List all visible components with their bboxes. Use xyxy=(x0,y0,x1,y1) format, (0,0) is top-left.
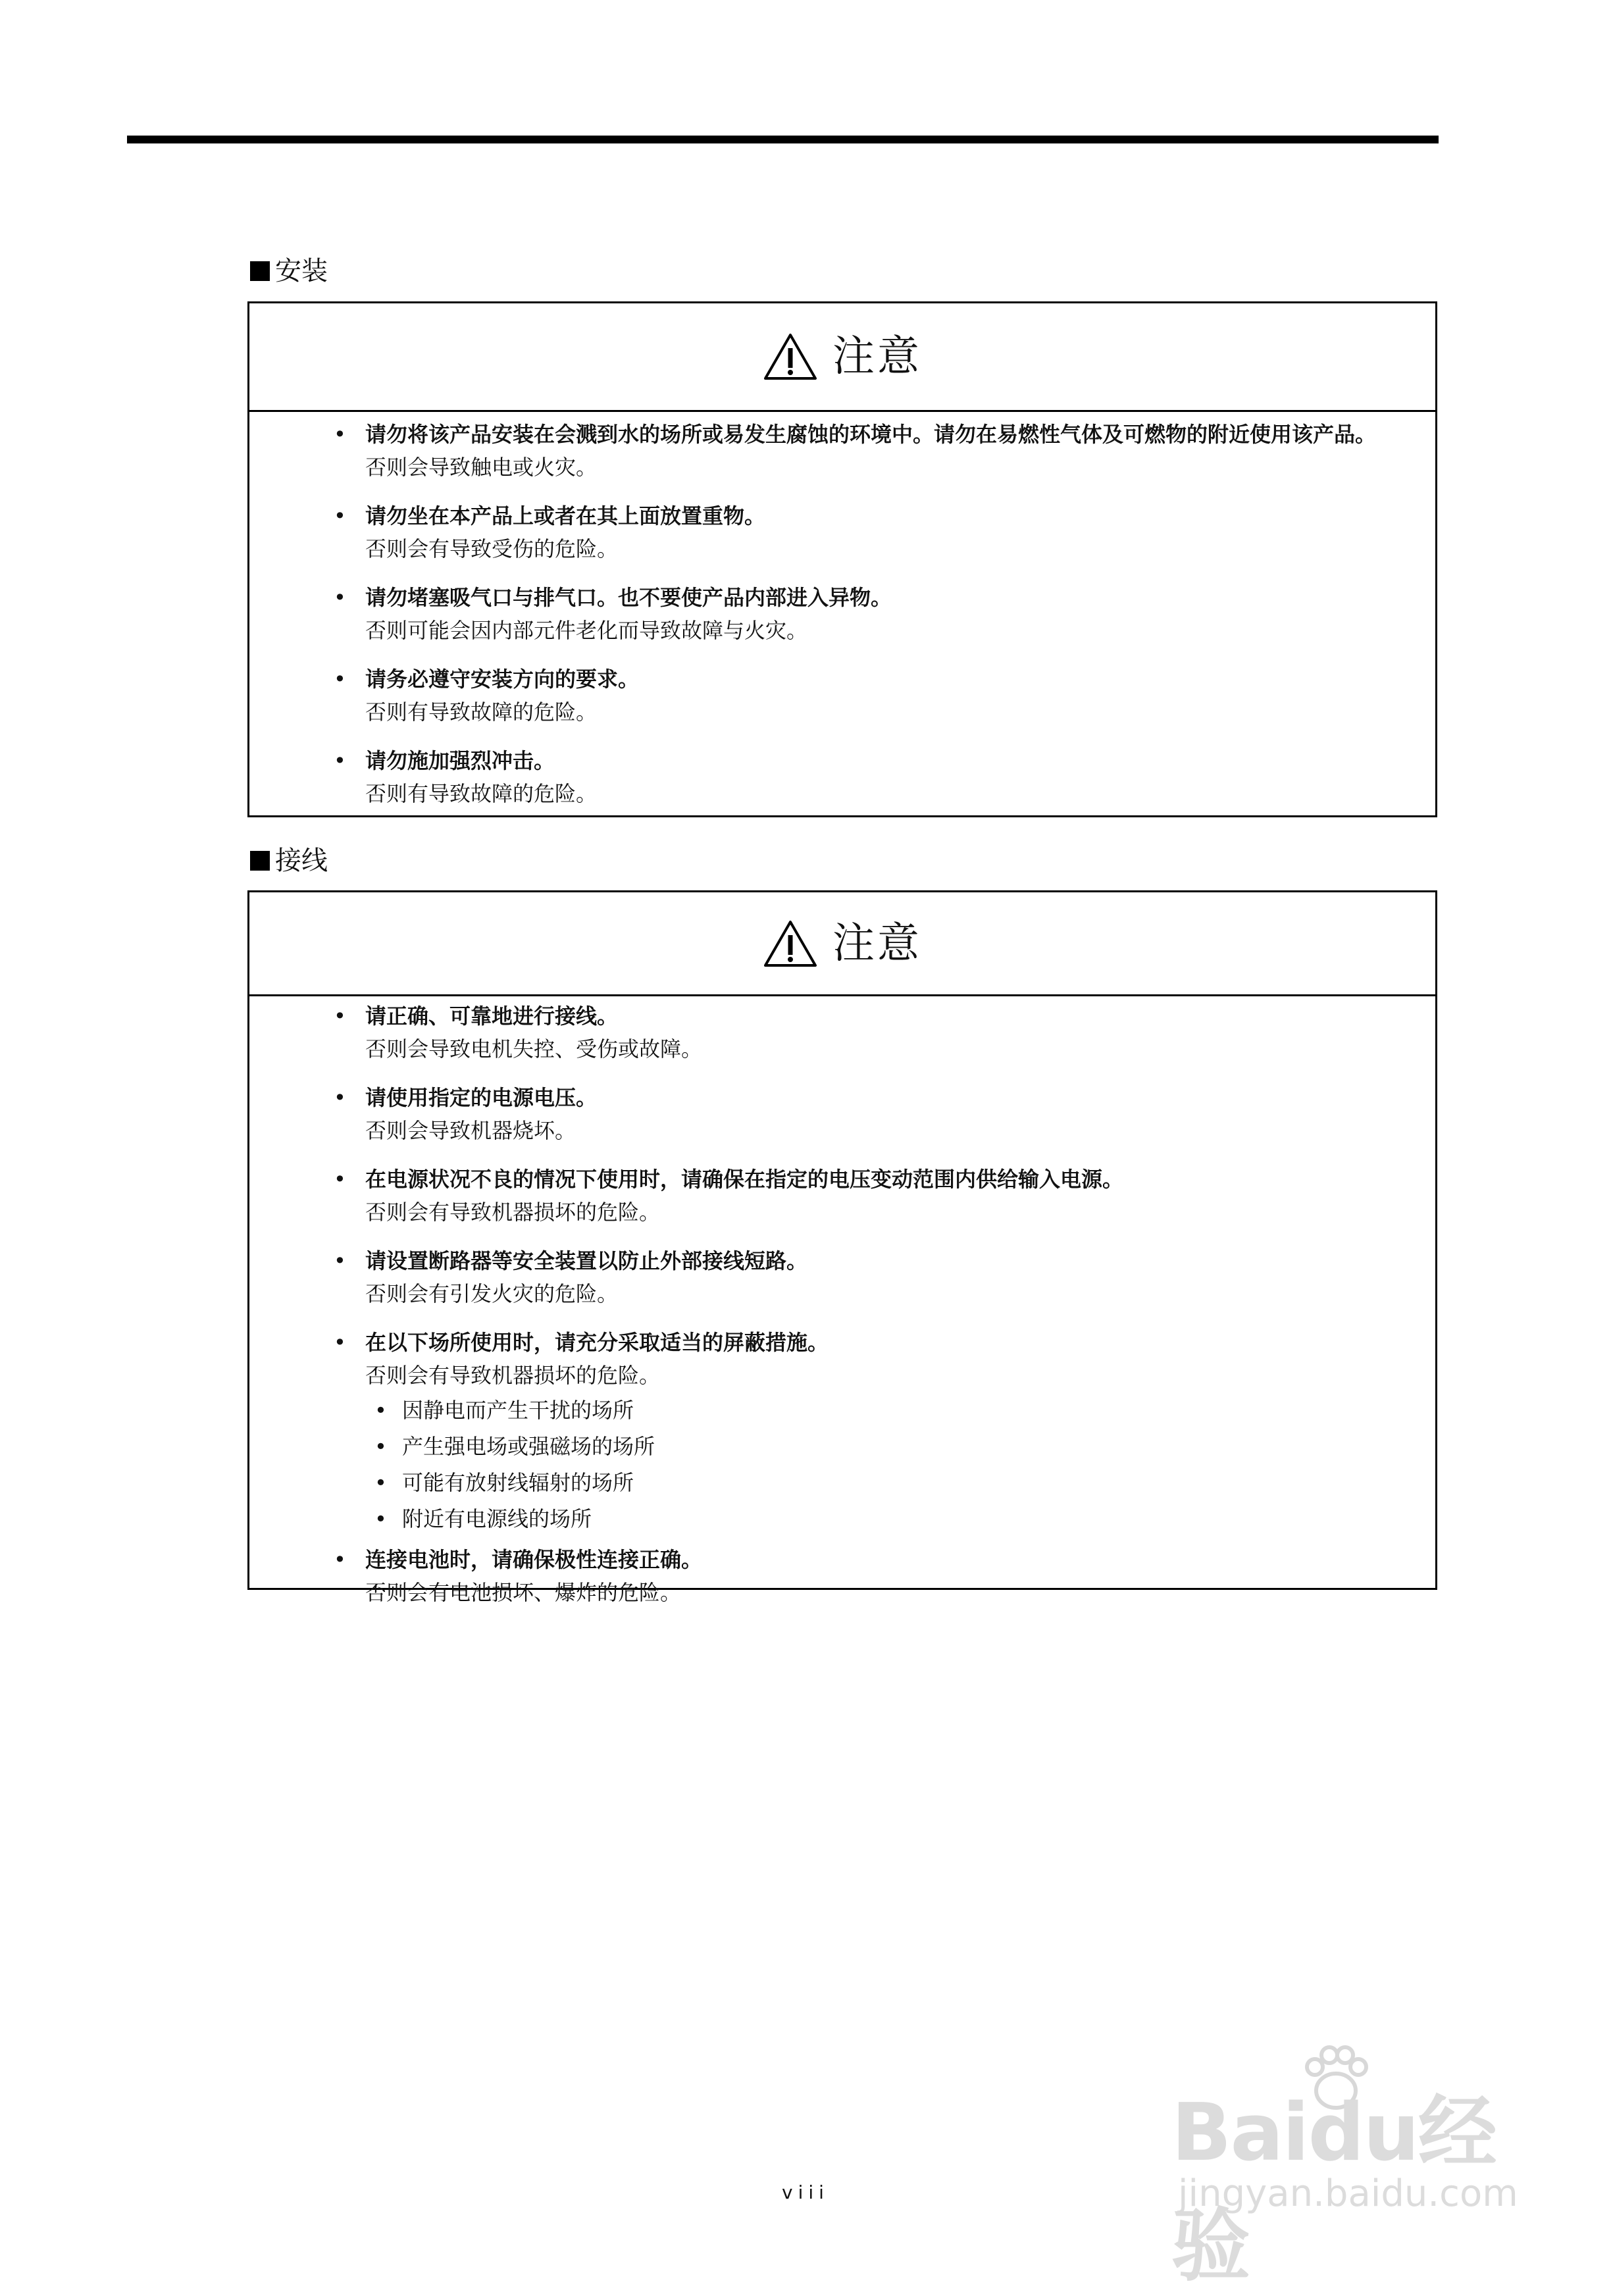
instruction-text: 请使用指定的电源电压。 xyxy=(365,1085,598,1110)
sub-item-text: 因静电而产生干扰的场所 xyxy=(402,1398,634,1423)
caution-box-wiring xyxy=(247,890,1437,1605)
section-title-text: 安装 xyxy=(275,256,328,286)
consequence-text: 否则可能会因内部元件老化而导致故障与火灾。 xyxy=(365,618,808,643)
page-number: viii xyxy=(782,2181,829,2203)
caution-box-installation xyxy=(247,301,1437,817)
list-item xyxy=(249,419,1422,484)
bullet: • xyxy=(334,1167,346,1192)
instruction-text: 在以下场所使用时，请充分采取适当的屏蔽措施。 xyxy=(365,1330,829,1355)
consequence-text: 否则会导致触电或火灾。 xyxy=(365,455,598,480)
consequence-text: 否则有导致故障的危险。 xyxy=(365,781,598,806)
instruction-text: 连接电池时，请确保极性连接正确。 xyxy=(365,1547,703,1572)
bullet: • xyxy=(334,585,346,610)
top-rule xyxy=(127,136,1439,143)
section-title-wiring xyxy=(250,845,328,877)
consequence-text: 否则会导致电机失控、受伤或故障。 xyxy=(365,1036,703,1061)
section-title-text: 接线 xyxy=(275,846,328,876)
instruction-text: 请设置断路器等安全装置以防止外部接线短路。 xyxy=(365,1248,808,1273)
bullet: • xyxy=(334,667,346,692)
sub-bullet: • xyxy=(374,1434,387,1459)
consequence-text: 否则会有引发火灾的危险。 xyxy=(365,1281,619,1306)
list-item xyxy=(249,663,1422,729)
caution-box-header xyxy=(249,303,1435,412)
list-item xyxy=(249,745,1422,811)
bullet: • xyxy=(334,1004,346,1029)
bullet: • xyxy=(334,1547,346,1572)
sub-list-item xyxy=(365,1392,1422,1429)
list-item xyxy=(249,1327,1422,1537)
list-item xyxy=(249,1000,1422,1066)
sub-list-item xyxy=(365,1501,1422,1537)
black-square-icon xyxy=(250,851,270,871)
warning-triangle-icon xyxy=(763,332,818,381)
bullet: • xyxy=(334,422,346,447)
caution-heading: 注意 xyxy=(832,919,922,968)
instruction-text: 请勿坐在本产品上或者在其上面放置重物。 xyxy=(365,503,766,528)
instruction-text: 在电源状况不良的情况下使用时，请确保在指定的电压变动范围内供给输入电源。 xyxy=(365,1167,1124,1192)
list-item xyxy=(249,1544,1422,1610)
bullet: • xyxy=(334,748,346,773)
sub-list-item xyxy=(365,1465,1422,1501)
list-item xyxy=(249,500,1422,566)
list-item xyxy=(249,1082,1422,1148)
section-title-installation xyxy=(250,255,328,287)
consequence-text: 否则会有导致受伤的危险。 xyxy=(365,536,619,561)
watermark-url: jingyan.baidu.com xyxy=(1178,2172,1518,2215)
sub-item-text: 产生强电场或强磁场的场所 xyxy=(402,1434,655,1459)
list-item xyxy=(249,1163,1422,1229)
instruction-text: 请正确、可靠地进行接线。 xyxy=(365,1004,619,1029)
sub-list-item xyxy=(365,1429,1422,1465)
sub-item-text: 可能有放射线辐射的场所 xyxy=(402,1470,634,1495)
instruction-text: 请勿堵塞吸气口与排气口。也不要使产品内部进入异物。 xyxy=(365,585,892,610)
consequence-text: 否则会有导致机器损坏的危险。 xyxy=(365,1363,661,1388)
list-item xyxy=(249,1245,1422,1311)
consequence-text: 否则会导致机器烧坏。 xyxy=(365,1118,576,1143)
bullet: • xyxy=(334,1085,346,1110)
bullet: • xyxy=(334,1330,346,1355)
caution-box-header xyxy=(249,892,1435,996)
sub-bullet: • xyxy=(374,1470,387,1495)
list-item xyxy=(249,582,1422,648)
sub-bullet: • xyxy=(374,1506,387,1531)
caution-heading: 注意 xyxy=(832,332,922,381)
consequence-text: 否则会有导致机器损坏的危险。 xyxy=(365,1200,661,1225)
sub-item-text: 附近有电源线的场所 xyxy=(402,1506,592,1531)
warning-triangle-icon xyxy=(763,919,818,968)
consequence-text: 否则会有电池损坏、爆炸的危险。 xyxy=(365,1580,682,1605)
instruction-text: 请勿施加强烈冲击。 xyxy=(365,748,555,773)
instruction-text: 请务必遵守安装方向的要求。 xyxy=(365,667,640,692)
sub-bullet: • xyxy=(374,1398,387,1423)
bullet: • xyxy=(334,503,346,528)
watermark-brand: Baidu经验 xyxy=(1171,2087,1496,2292)
consequence-text: 否则有导致故障的危险。 xyxy=(365,700,598,725)
bullet: • xyxy=(334,1248,346,1273)
black-square-icon xyxy=(250,261,270,281)
instruction-text: 请勿将该产品安装在会溅到水的场所或易发生腐蚀的环境中。请勿在易燃性气体及可燃物的附近使用该产品。 xyxy=(365,422,1377,447)
